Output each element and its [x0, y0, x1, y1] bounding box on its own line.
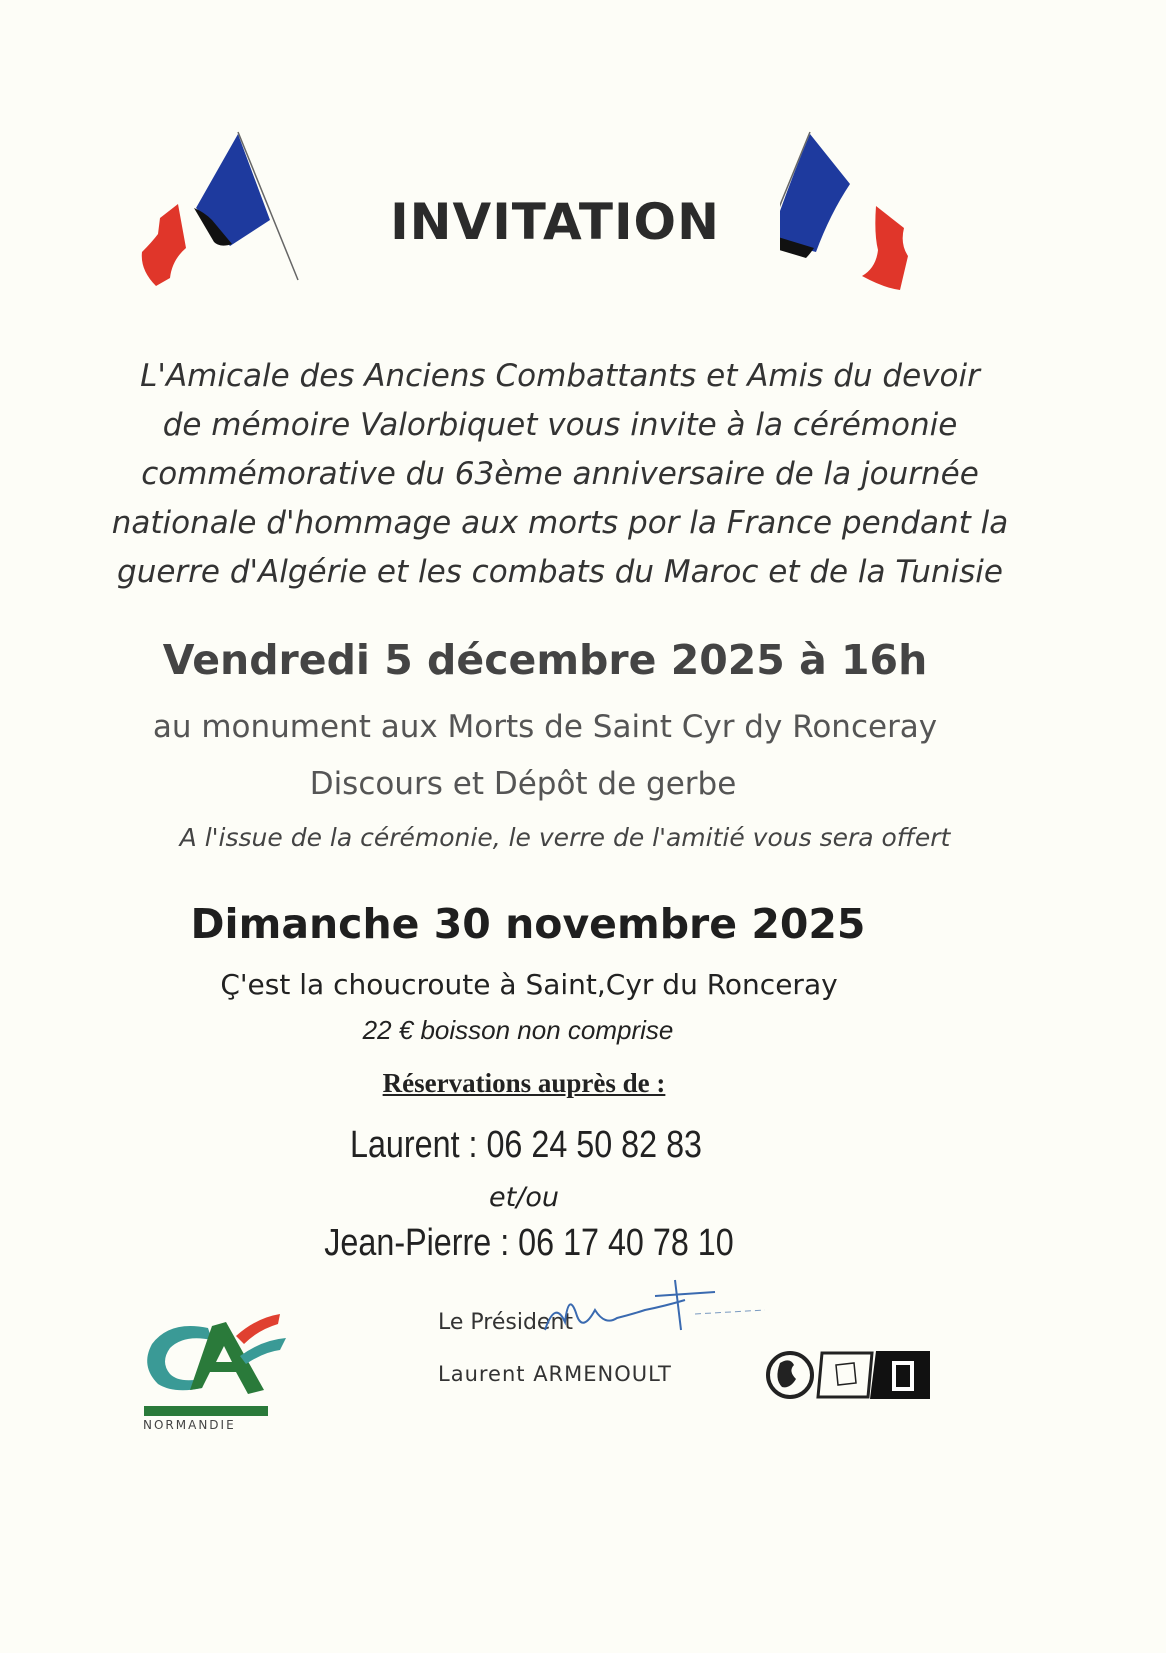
ceremony-program: Discours et Dépôt de gerbe: [309, 766, 737, 802]
intro-line: de mémoire Valorbiquet vous invite à la cérémonie: [162, 407, 958, 443]
french-flag-icon: [780, 130, 970, 310]
president-label: Le Président: [438, 1310, 574, 1335]
ceremony-date: Vendredi 5 décembre 2025 à 16h: [162, 636, 928, 684]
president-name: Laurent ARMENOULT: [438, 1362, 672, 1386]
intro-line: commémorative du 63ème anniversaire de la journée: [141, 456, 979, 492]
meal-price: 22 € boisson non comprise: [362, 1015, 674, 1045]
association-badge-icon: [760, 1345, 935, 1405]
intro-line: L'Amicale des Anciens Combattants et Amis du devoir: [140, 358, 980, 394]
intro-line: guerre d'Algérie et les combats du Maroc et de la Tunisie: [117, 554, 1003, 590]
invitation-title: INVITATION: [390, 193, 720, 251]
reservations-label: Réservations auprès de :: [382, 1068, 666, 1098]
signature-icon: [525, 1270, 775, 1350]
sponsor-region: NORMANDIE: [143, 1418, 236, 1432]
reservations-heading: [0, 1068, 1048, 1099]
ceremony-note: A l'issue de la cérémonie, le verre de l'amitié vous sera offert: [179, 823, 951, 852]
contact-jean-pierre: Jean-Pierre : 06 17 40 78 10: [324, 1222, 734, 1264]
invitation-intro: [60, 352, 1060, 597]
meal-date: Dimanche 30 novembre 2025: [190, 900, 866, 948]
ceremony-place: au monument aux Morts de Saint Cyr dy Ronceray: [152, 709, 938, 745]
contact-laurent: Laurent : 06 24 50 82 83: [349, 1124, 703, 1166]
intro-line: nationale d'hommage aux morts por la France pendant la: [111, 505, 1009, 541]
meal-description: Ç'est la choucroute à Saint,Cyr du Ronceray: [220, 968, 838, 1001]
contact-separator: et/ou: [489, 1182, 559, 1213]
